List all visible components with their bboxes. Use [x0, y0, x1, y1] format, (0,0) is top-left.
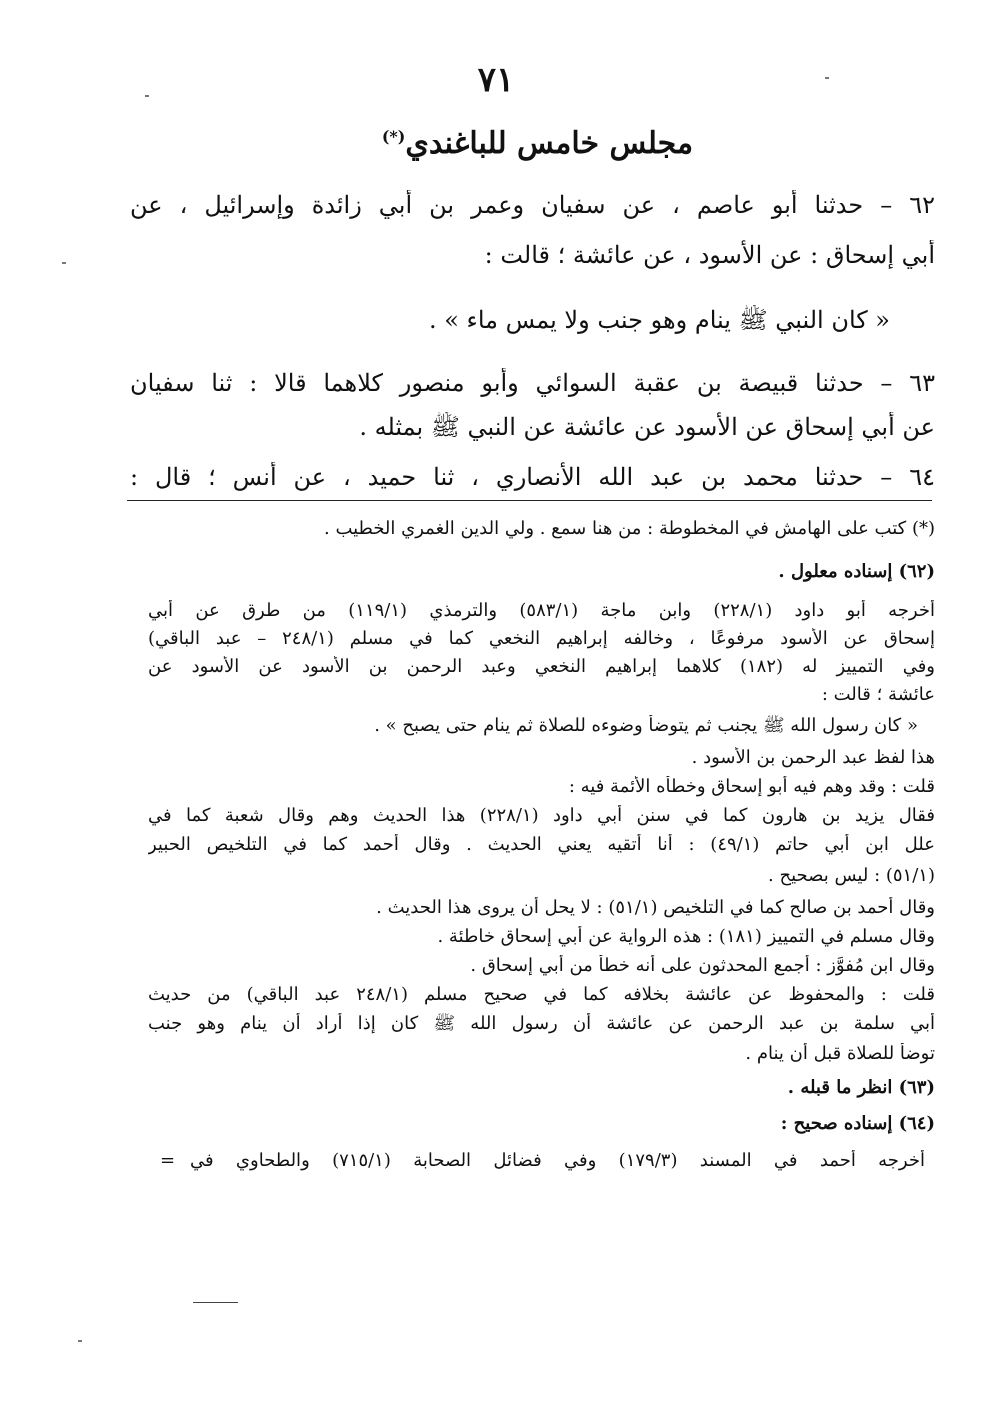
- continuation-mark: =: [159, 1150, 176, 1171]
- footnote-62-line-8: فقال يزيد بن هارون كما في سنن أبي داود (٢٢٨/١) هذا الحديث وهم وقال شعبة كما في: [148, 805, 935, 826]
- footnote-62-line-5: « كان رسول الله ﷺ يجنب ثم يتوضأ وضوءه للصلاة ثم ينام حتى يصبح » .: [374, 715, 918, 736]
- scan-speck: [825, 77, 829, 79]
- footnote-62-line-6: هذا لفظ عبد الرحمن بن الأسود .: [691, 747, 935, 768]
- footnote-62-line-1: أخرجه أبو داود (٢٢٨/١) وابن ماجة (٥٨٣/١) والترمذي (١١٩/١) من طرق عن أبي: [148, 600, 935, 621]
- footnote-62-line-15: أبي سلمة بن عبد الرحمن عن عائشة أن رسول الله ﷺ كان إذا أراد أن ينام وهو جنب: [148, 1013, 935, 1034]
- footnote-62-line-3: وفي التمييز له (١٨٢) كلاهما إبراهيم النخعي وعبد الرحمن بن الأسود عن الأسود عن: [148, 656, 935, 677]
- footnote-62-line-14: قلت : والمحفوظ عن عائشة بخلافه كما في صحيح مسلم (٢٤٨/١ عبد الباقي) من حديث: [148, 984, 935, 1005]
- hadith-63-line-2: عن أبي إسحاق عن الأسود عن عائشة عن النبي ﷺ بمثله .: [359, 413, 935, 441]
- footnote-63: (٦٣) انظر ما قبله .: [787, 1077, 935, 1098]
- footnote-62-line-10: (٥١/١) : ليس بصحيح .: [768, 865, 935, 886]
- hadith-62-line-1: ٦٢ – حدثنا أبو عاصم ، عن سفيان وعمر بن أبي زائدة وإسرائيل ، عن: [130, 191, 935, 219]
- hadith-63-line-1: ٦٣ – حدثنا قبيصة بن عقبة السوائي وأبو منصور كلاهما قالا : ثنا سفيان: [130, 369, 935, 397]
- footnote-64-line-1: أخرجه أحمد في المسند (١٧٩/٣) وفي فضائل الصحابة (٧١٥/١) والطحاوي في: [190, 1150, 925, 1171]
- footnote-62-line-7: قلت : وقد وهم فيه أبو إسحاق وخطأه الأئمة فيه :: [568, 776, 935, 797]
- scan-speck: [78, 1340, 82, 1342]
- footnote-62-line-12: وقال مسلم في التمييز (١٨١) : هذه الرواية عن أبي إسحاق خاطئة .: [437, 926, 935, 947]
- footnote-star: (*) كتب على الهامش في المخطوطة : من هنا سمع . ولي الدين الغمري الخطيب .: [324, 518, 935, 539]
- footnote-62-heading: (٦٢) إسناده معلول .: [778, 561, 935, 582]
- page-number: ٧١: [477, 60, 515, 100]
- footnote-62-line-9: علل ابن أبي حاتم (٤٩/١) : أنا أتقيه يعني الحديث . وقال أحمد كما في التلخيص الحبير: [148, 834, 935, 855]
- bottom-short-rule: [193, 1302, 238, 1303]
- footnote-separator: [127, 500, 932, 501]
- scan-speck: [145, 95, 149, 97]
- footnote-62-line-4: عائشة ؛ قالت :: [821, 684, 935, 705]
- footnote-62-line-16: توضأ للصلاة قبل أن ينام .: [745, 1043, 935, 1064]
- hadith-62-line-2: أبي إسحاق : عن الأسود ، عن عائشة ؛ قالت :: [484, 241, 935, 269]
- page-title: [0, 126, 992, 161]
- hadith-62-quote: « كان النبي ﷺ ينام وهو جنب ولا يمس ماء » .: [428, 306, 890, 334]
- footnote-62-line-2: إسحاق عن الأسود مرفوعًا ، وخالفه إبراهيم النخعي كما في مسلم (٢٤٨/١ – عبد الباقي): [148, 628, 935, 649]
- scan-speck: [62, 262, 66, 264]
- hadith-64-line-1: ٦٤ – حدثنا محمد بن عبد الله الأنصاري ، ثنا حميد ، عن أنس ؛ قال :: [130, 463, 935, 491]
- title-footnote-marker: (*): [381, 127, 406, 146]
- footnote-62-line-11: وقال أحمد بن صالح كما في التلخيص (٥١/١) : لا يحل أن يروى هذا الحديث .: [376, 897, 935, 918]
- footnote-64-heading: (٦٤) إسناده صحيح :: [780, 1113, 935, 1134]
- footnote-62-line-13: وقال ابن مُفوَّز : أجمع المحدثون على أنه خطأ من أبي إسحاق .: [470, 955, 935, 976]
- title-text: مجلس خامس للباغندي: [405, 126, 694, 161]
